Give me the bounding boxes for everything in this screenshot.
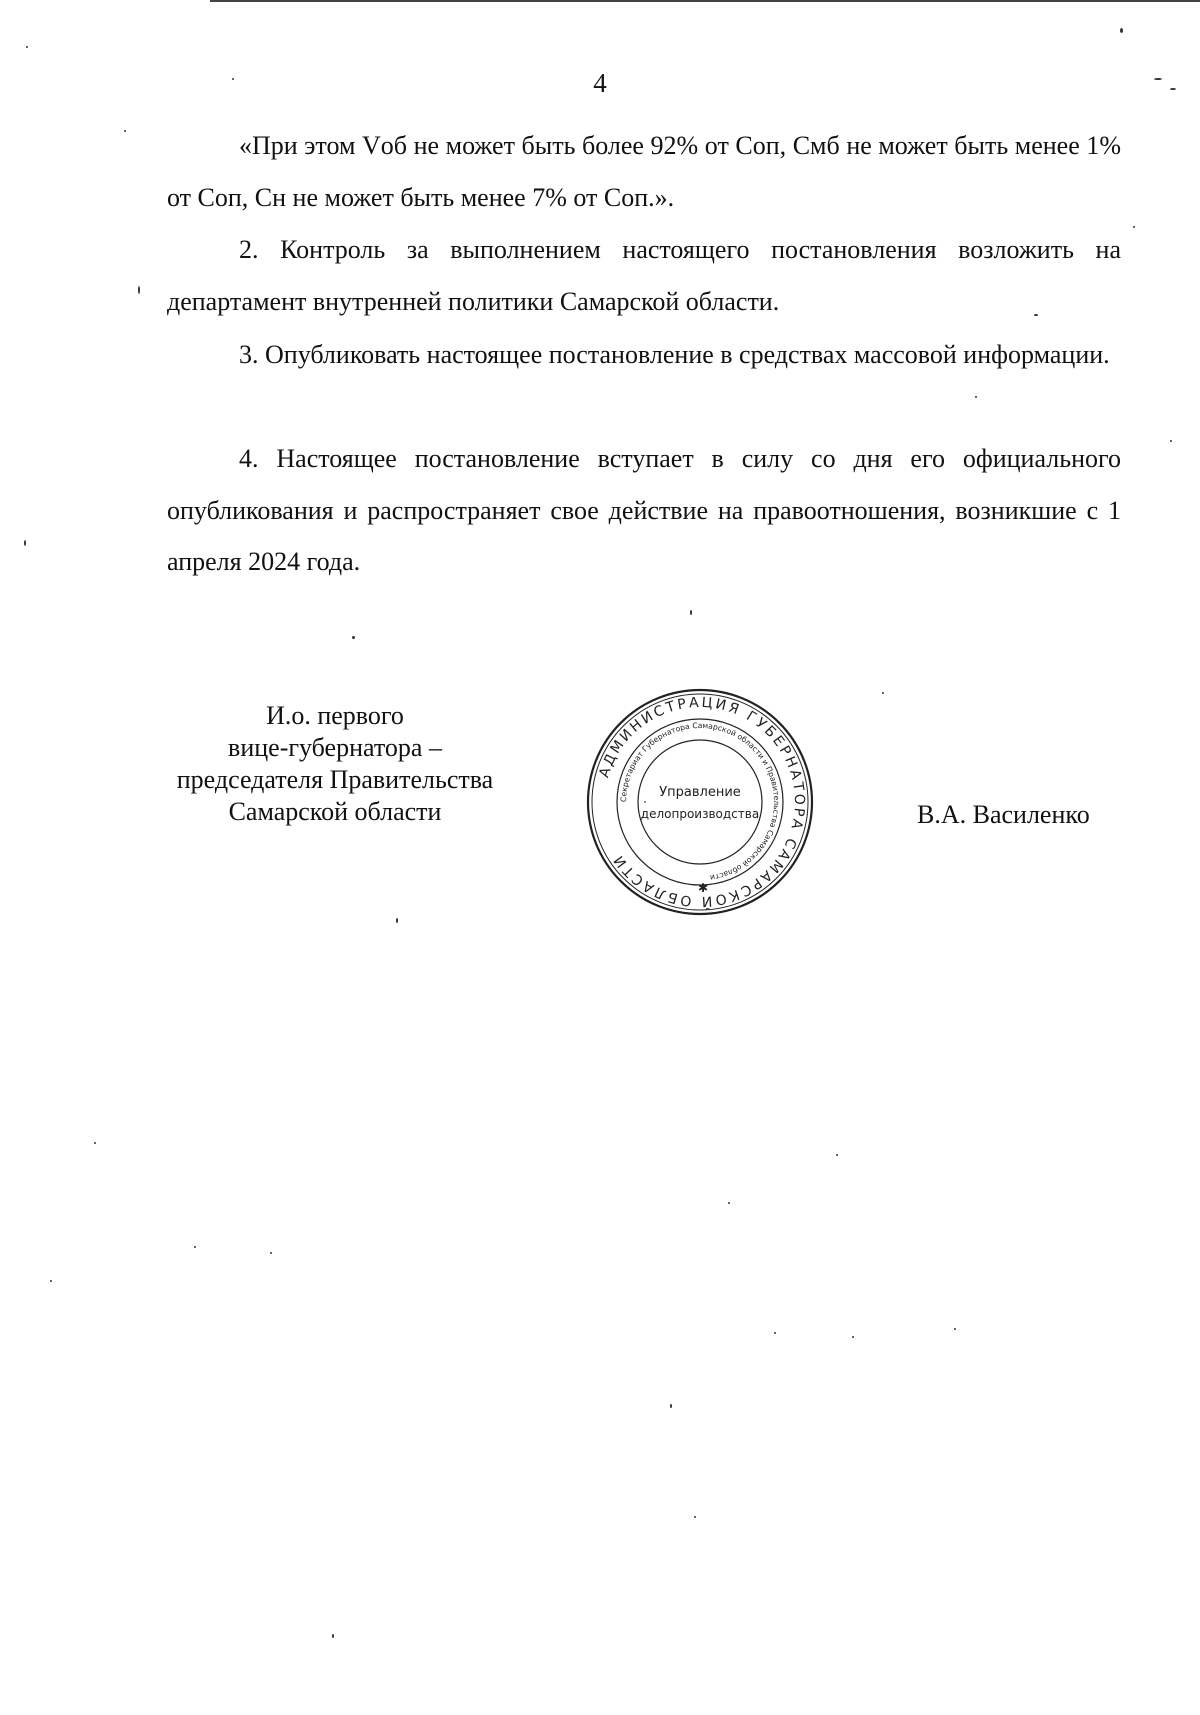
top-border-line [210,0,1200,2]
signatory-title-line: И.о. первого [266,701,404,730]
paragraph-2: 2. Контроль за выполнением настоящего постановления возложить на департамент внутренней политики Самарской области. [167,235,1121,316]
scan-speck [124,130,126,132]
seal-outer-text: АДМИНИСТРАЦИЯ ГУБЕРНАТОРА САМАРСКОЙ ОБЛАСТИ [596,694,808,910]
scan-speck [270,1252,272,1254]
scan-speck [232,78,234,80]
scan-speck [24,540,26,546]
scan-speck [50,1280,52,1282]
signatory-title [140,700,530,828]
scan-speck [94,1142,96,1144]
scan-speck [975,396,977,398]
scan-speck [836,1154,838,1156]
scan-speck [352,636,355,639]
seal-star-icon: ✱ [698,881,709,895]
scan-speck [1034,314,1038,316]
scan-speck [694,1516,696,1518]
official-seal-stamp [584,686,816,918]
scan-speck [26,46,28,48]
scan-speck [882,692,884,694]
scan-speck [1170,440,1172,442]
scan-speck [1154,78,1162,80]
signatory-title-line: вице-губернатора – [228,733,442,762]
seal-center-line: делопроизводства [640,807,760,821]
signatory-name: В.А. Василенко [917,800,1090,829]
scan-speck [774,1332,776,1334]
paragraph-quote: «При этом Vоб не может быть более 92% от Соп, Смб не может быть менее 1% от Соп, Сн не может быть менее 7% от Соп.». [167,131,1121,212]
scan-speck [1170,88,1176,90]
paragraph-4: 4. Настоящее постановление вступает в силу со дня его официального опубликования и распространяет свое действие на правоотношения, возникшие с 1 апреля 2024 года. [167,444,1121,576]
scan-speck [396,918,398,923]
scan-speck [670,1404,672,1408]
seal-center-line: Управление [659,785,741,800]
scan-speck [852,1336,854,1338]
scan-speck [194,1246,196,1248]
scan-speck [1133,226,1135,228]
signatory-title-line: Самарской области [228,797,442,826]
page-number: 4 [593,68,607,98]
scan-speck [1120,28,1123,33]
scan-speck [728,1202,730,1204]
signatory-title-line: председателя Правительства [176,765,494,794]
scan-speck [954,1328,956,1330]
scan-speck [138,286,140,294]
seal-inner-text: Секретариат Губернатора Самарской области и Правительства Самарской области [618,720,782,883]
scan-speck [332,1634,334,1638]
paragraph-3: 3. Опубликовать настоящее постановление в средствах массовой информации. [239,340,1110,369]
scan-speck [690,610,692,615]
